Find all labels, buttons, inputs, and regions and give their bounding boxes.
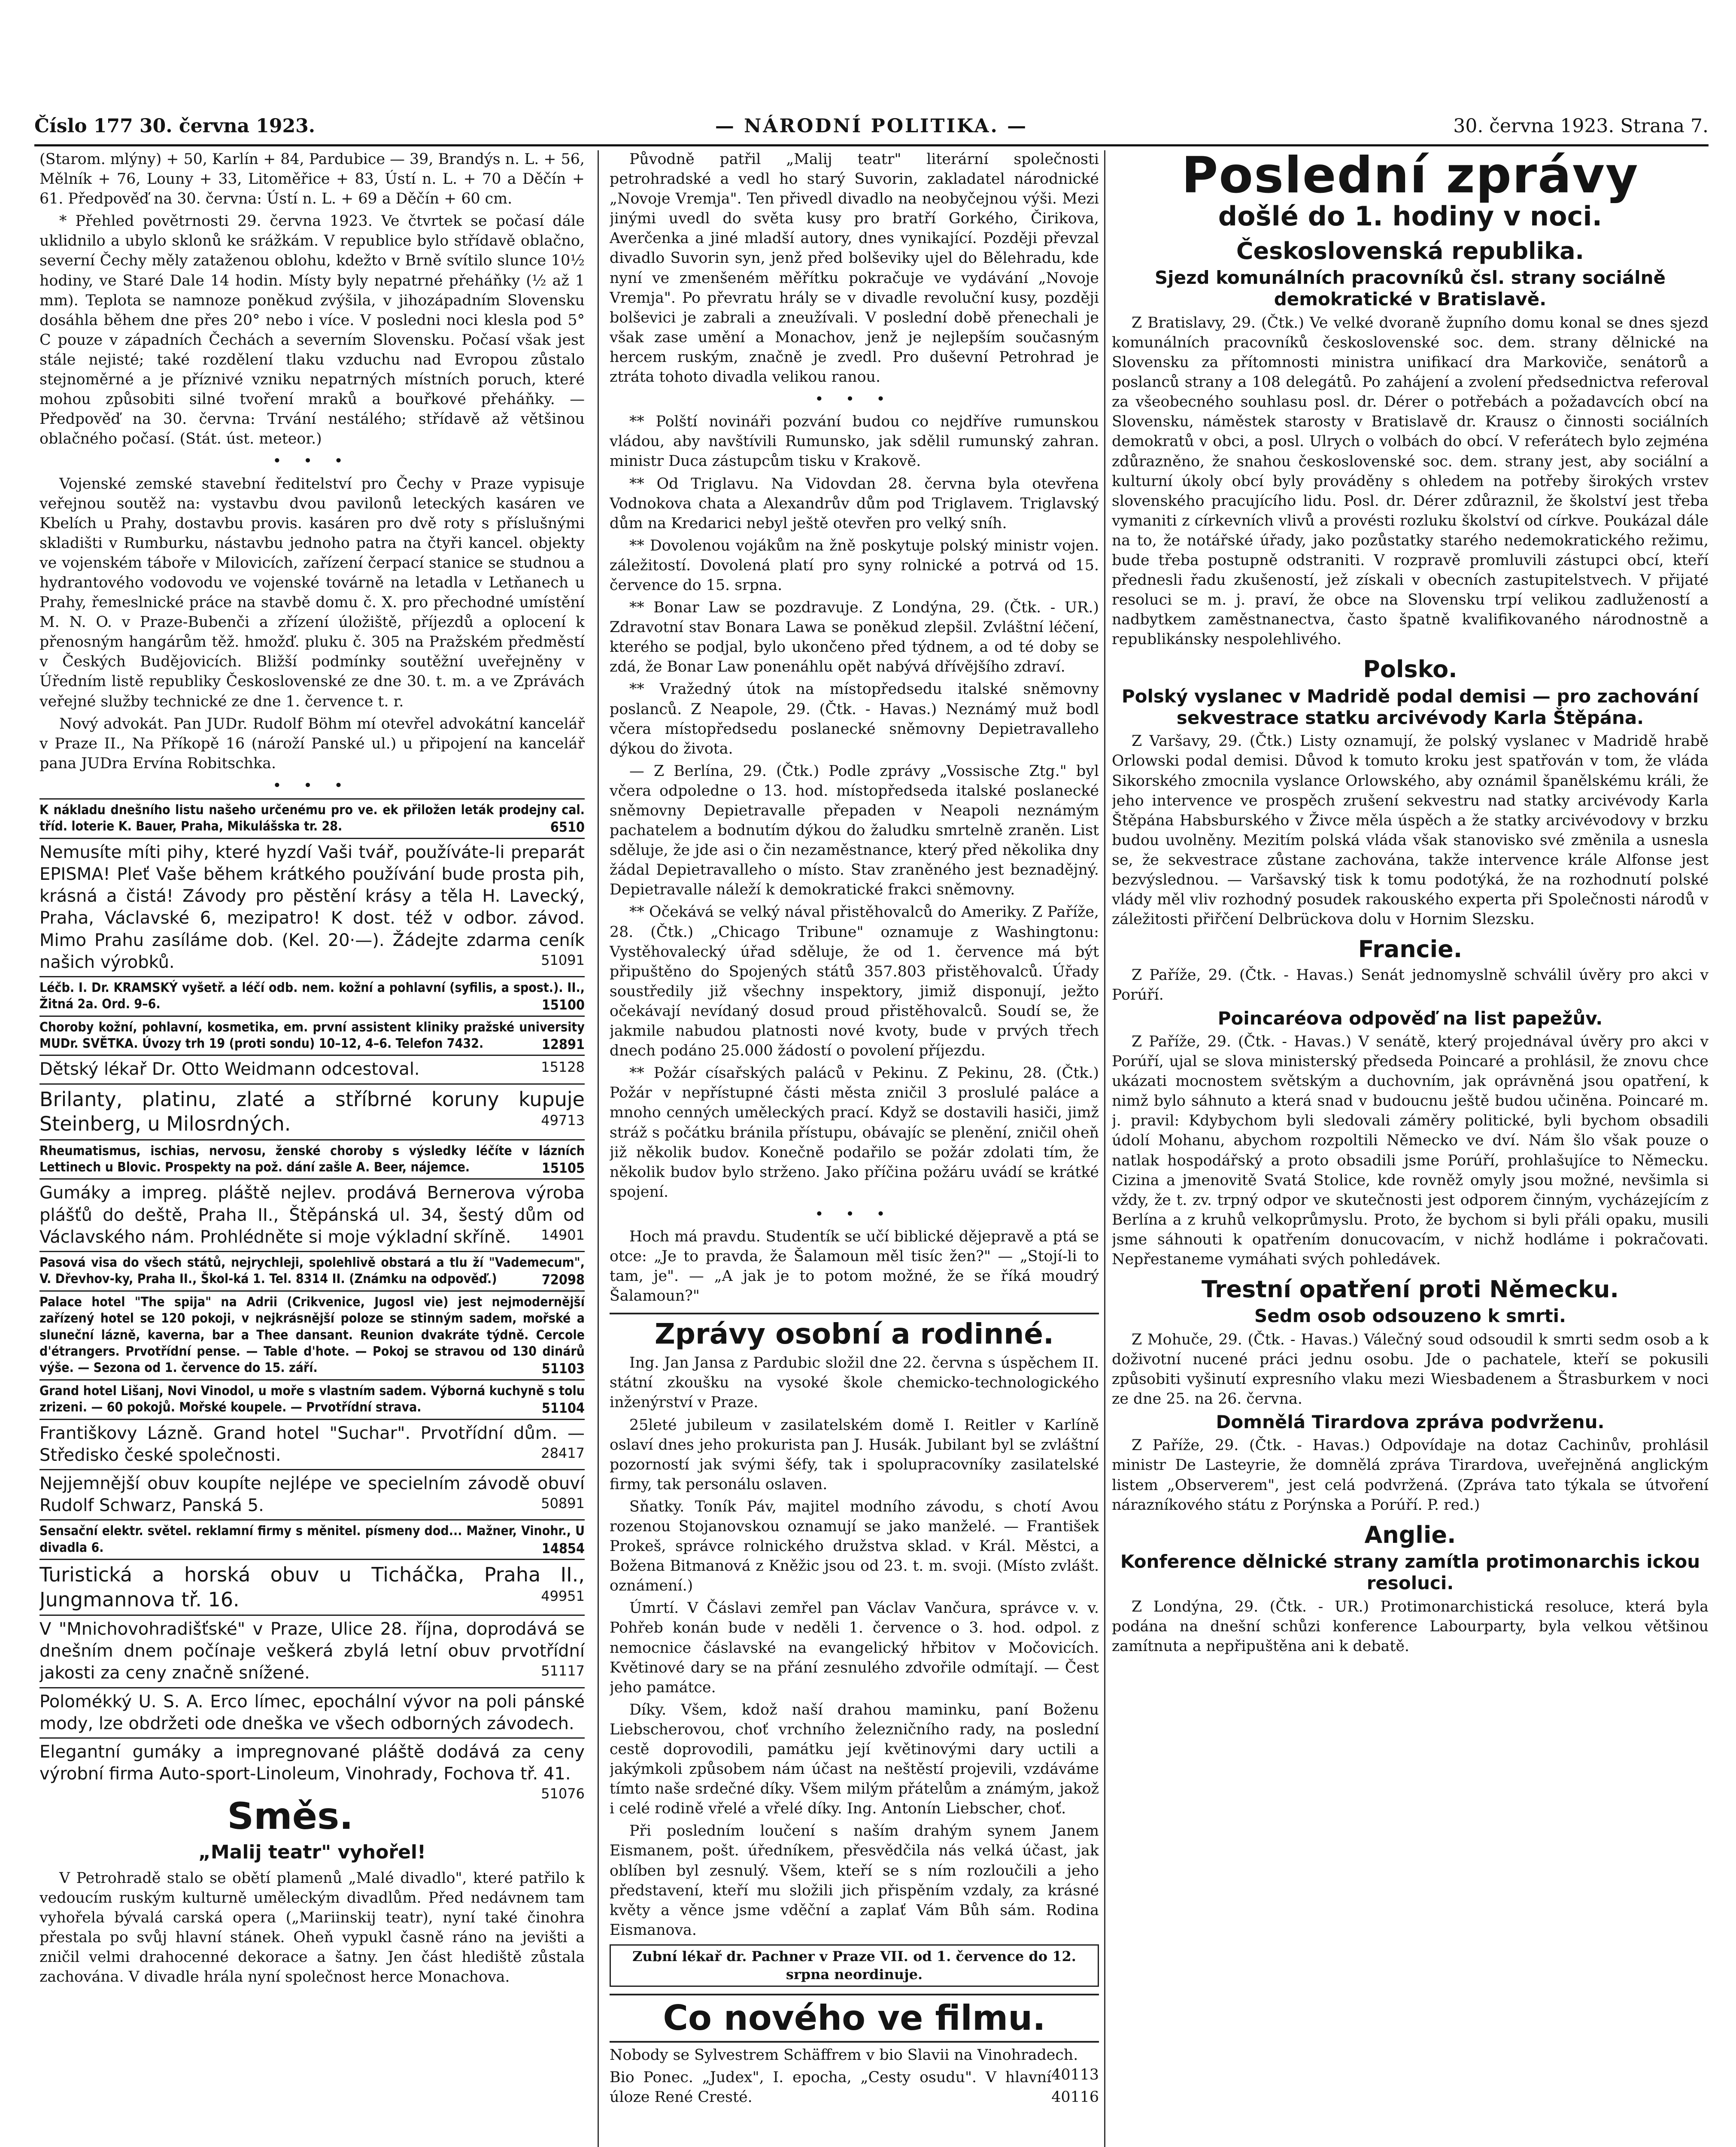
separator: • • • <box>273 777 352 794</box>
classified-ad-text: Léčb. I. Dr. KRAMSKÝ vyšetř. a léčí odb. nem. kožní a pohlavní (syfilis, a spost.). II., Žitná 2a. Ord. 9–6. <box>39 980 585 1012</box>
ad-number: 28417 <box>541 1445 585 1461</box>
headline-death-sentences: Sedm osob odsouzeno k smrti. <box>1254 1305 1566 1327</box>
classified-ad-text: Turistická a horská obuv u Ticháčka, Praha II., Jungmannova tř. 16. <box>39 1563 585 1611</box>
film-judex <box>610 2068 1099 2107</box>
headline-bratislava: Sjezd komunálních pracovníků čsl. strany sociálně demokratické v Bratislavě. <box>1154 267 1666 310</box>
section-poland: Polsko. <box>1363 656 1457 683</box>
bauer-text: K nákladu dnešního listu našeho určenému pro ve. ek přiložen leták prodejny cal. tříd. loterie K. Bauer, Praha, Mikulášska tr. 28. <box>39 803 585 834</box>
new-lawyer-notice: Nový advokát. Pan JUDr. Rudolf Böhm mí otevřel advokátní kancelář v Praze II., Na Příkopě 16 (nároží Panské ul.) u připojení na kancelář pana JUDra Ervína Robitschka. <box>39 715 585 772</box>
film-judex-text: Bio Ponec. „Judex", I. epocha, „Cesty osudu". V hlavní úloze René Cresté. <box>610 2068 1052 2106</box>
ad-number: 40113 <box>1051 2066 1099 2083</box>
classified-ad <box>39 838 585 976</box>
classified-ad <box>39 1055 585 1083</box>
news-berlin-report: — Z Berlína, 29. (Čtk.) Podle zprávy „Vossische Ztg." byl včera odpoledne o 13. hod. místopředseda italské poslanecké sněmovny Depietravalle přepaden v Neapoli neznámým pachatelem a bodnutím dýkou do žaludku smrtelně zraněn. List sděluje, že jde asi o čin nezaměstnance, který před několika dny žádal Depietravalleho o místo. Stav zraněného jest beznadějný. Depietravalle náleží k demokratické frakci sněmovny. <box>610 762 1099 899</box>
personal-weddings: Sňatky. Toník Páv, majitel modního závodu, s chotí Avou rozenou Stojanovskou oznamují se jako manželé. — František Prokeš, správce rolnického družstva sklad. v Král. Městci, a Božena Bitmanová z Kněžic jsou od 23. t. m. svoji. (Místo zvlášt. oznámení.) <box>610 1498 1099 1595</box>
ad-number: 15128 <box>541 1059 585 1076</box>
classified-ad <box>39 1737 585 1802</box>
ad-number: 51103 <box>541 1360 585 1377</box>
ad-number: 40116 <box>1051 2088 1099 2106</box>
dentist-notice: Zubní lékař dr. Pachner v Praze VII. od 1. července do 12. srpna neordinuje. <box>610 1944 1099 1987</box>
classified-ad-text: Polomékký U. S. A. Erco límec, epochální vývor na poli pánské mody, lze obdržeti ode dneška ve všech odborných závodech. <box>39 1691 585 1733</box>
military-tender: Vojenské zemské stavební ředitelství pro Čechy v Praze vypisuje veřejnou soutěž na: vystavbu dvou pavilonů leteckých kasáren ve Kbelích u Prahy, dostavbu provis. kasáren pro dvě roty s příslušnými skladišti v Rumburku, nástavbu jednoho patra na čtyři kancel. objekty ve vojenském táboře v Milovicích, zařízení čerpací stanice se studnou a hydrantového vodovodu ve vojenské továrně na letadla v Letňanech u Prahy, řemeslnické práce na stavbě domu č. X. pro přechodné umístění M. N. O. v Praze-Bubenči a zřízení úložiště, příjezdů a oplocení k přenosným hangárům těž. hmožď. pluku č. 305 na Pražském předměstí v Českých Budějovicích. Bližší podmínky soutěžní uveřejněny v Úředním listě republiky Československé ze dne 30. t. m. a ve Zprávách veřejné služby technické ze dne 1. července t. r. <box>39 475 585 710</box>
classified-ad-text: Nejjemnější obuv koupíte nejlépe ve specielním závodě obuví Rudolf Schwarz, Panská 5. <box>39 1473 585 1516</box>
article-labour: Z Londýna, 29. (Čtk. - UR.) Protimonarchistická resoluce, která byla podána na dnešní schůzi konference Labourparty, byla velkou většinou zamítnuta a nepřipuštěna ani k debatě. <box>1112 1598 1709 1655</box>
classified-ad <box>39 1559 585 1615</box>
classified-ad-text: Františkovy Lázně. Grand hotel "Suchar". Prvotřídní dům. — Středisko české společnosti. <box>39 1423 585 1465</box>
news-immigration: ** Očekává se velký nával přistěhovalců do Ameriky. Z Paříže, 28. (Čtk.) „Chicago Tribune" oznamuje z Washingtonu: Vystěhovalecký úřad sděluje, že od 1. července má být připuštěno do Spojených států 357.803 přistěhovalců. Úřady soustředily již všechny inspektory, jimiž disponují, ježto očekávají nevídaný dosud proud přistěhovalců. Soudí se, že jakmile nabudou platnosti nové kvoty, bude v prvých třech dnech podáno 25.000 žádostí o povolení příjezdu. <box>610 903 1099 1060</box>
issue-number: Číslo 177 30. června 1923. <box>34 115 316 137</box>
separator: • • • <box>815 1205 894 1223</box>
column-middle <box>610 149 1099 2147</box>
classified-ad <box>39 1251 585 1290</box>
classified-ad-text: Pasová visa do všech států, nejrychleji, spolehlivě obstará a tlu ží "Vademecum", V. Dřevhov-ky, Praha II., Škol-ká 1. Tel. 8314 II. (Známku na odpověď.) <box>39 1255 585 1287</box>
article-malij-teatr: V Petrohradě stalo se obětí plamenů „Malé divadlo", které patřilo k vedoucím ruským kulturně uměleckým divadlům. Před nedávnem tam vyhořela bývalá carská opera („Mariinskij teatr), nyní také činohra přestala po svůj hlavní stánek. Oheň vypukl časně ráno na jevišti a zničil velmi drahocenné dekorace a šatny. Jen část hlediště zůstala zachována. V divadle hrála nyní společnost herce Monachova. <box>39 1869 585 1986</box>
classified-ad <box>39 976 585 1016</box>
news-peking-fire: ** Požár císařských paláců v Pekinu. Z Pekinu, 28. (Čtk.) Požár v nepřístupné části města zničil 3 proslulé paláce a mnoho cenných uměleckých prací. Když se dostavili hasiči, jimž stráž s počátku bránila přístupu, obávajíc se plenění, zničil oheň již několik budov. Konečně podařilo se požár zdolati tím, že několik budov bylo strženo. Jako příčina požáru uvádí se krátké spojení. <box>610 1064 1099 1201</box>
classified-ad-text: Grand hotel Lišanj, Novi Vinodol, u moře s vlastním sadem. Výborná kuchyně s tolu zrizeni. — 60 pokojů. Mořské koupele. — Prvotřídní strava. <box>39 1383 585 1415</box>
joke-solomon: Hoch má pravdu. Studentík se učí biblické dějepravě a ptá se otce: „Je to pravda, že Šalamoun měl tisíc žen?" — „Stojí-li to tam, je". — „A jak je to potom možné, že se říká moudrý Šalamoun?" <box>610 1228 1099 1305</box>
classified-ad <box>39 1519 585 1559</box>
newspaper-title: — NÁRODNÍ POLITIKA. — <box>715 115 1028 137</box>
classified-ad-text: Brilanty, platinu, zlaté a stříbrné koruny kupuje Steinberg, u Milosrdných. <box>39 1087 585 1136</box>
classified-ad-text: Elegantní gumáky a impregnované pláště dodává za ceny výrobní firma Auto-sport-Linoleum, Vinohrady, Fochova tř. 41. <box>39 1742 585 1784</box>
classified-ad <box>39 1083 585 1139</box>
classified-ad <box>39 1469 585 1519</box>
section-title-smes: Směs. <box>227 1795 353 1838</box>
news-polish-journalists: ** Polští novináři pozvání budou co nejdříve rumunskou vládou, aby navštívili Rumunsko, jak sdělil rumunský zahran. ministr Duca zástupcům tisku v Krakově. <box>610 413 1099 470</box>
weather-report: * Přehled povětrnosti 29. června 1923. Ve čtvrtek se počasí dále uklidnilo a ubylo sklonů ke srážkám. V republice bylo střídavě oblačno, severní Čechy měly zataženou oblohu, kdežto v Brně svítilo slunce 10½ hodiny, ve Staré Dale 14 hodin. Místy byly nepatrné přeháňky (½ až 1 mm). Teplota se namnoze poněkud zvýšila, v jihozápadním Slovensku dosáhla během dne přes 20° nebo i více. V posledni noci klesla pod 5° C pouze v západních Čechách a severním Slovensku. Počasí však jest stále nejisté; také rozdělení tlaku vzduchu nad Evropou zůstalo stejnoměrné a je příznivé vzniku nepatrných místních poruch, které mohou způsobiti silné tvoření mraků a bouřkové přeháňky. — Předpověď na 30. června: Trvání nestálého; střídavě až většinou oblačného počasí. (Stát. úst. meteor.) <box>39 213 585 448</box>
film-nobody-text: Nobody se Sylvestrem Schäffrem v bio Slavii na Vinohradech. <box>610 2046 1078 2064</box>
classified-ad-text: Palace hotel "The spija" na Adrii (Crikvenice, Jugosl vie) jest nejmodernější zařízený hotel se 120 pokoji, v nejkrásnější poloze se stinným sadem, mořské a sluneční lázně, kaverna, bar a Thee dansant. Reunion dvakráte týdně. Cercole d'étrangers. Prvotřídní pense. — Table d'hote. — Pokoj se stravou od 130 dinárů výše. — Sezona od 1. července do 15. září. <box>39 1294 585 1376</box>
headline-tirard: Domnělá Tirardova zpráva podvrženu. <box>1216 1411 1605 1432</box>
classified-ad <box>39 1139 585 1179</box>
classified-ad-text: Sensační elektr. světel. reklamní firmy s měnitel. písmeny dod... Mažner, Vinohr., U divadla 6. <box>39 1524 585 1555</box>
ad-number: 12891 <box>541 1036 585 1053</box>
latest-news-subtitle: došlé do 1. hodiny v noci. <box>1218 200 1602 232</box>
article-senate-credits: Z Paříže, 29. (Čtk. - Havas.) Senát jednomyslně schválil úvěry pro akci v Porúří. <box>1112 967 1709 1004</box>
ad-number: 51104 <box>541 1400 585 1417</box>
ad-number: 51117 <box>541 1663 585 1679</box>
classified-ad <box>39 1178 585 1251</box>
classified-ad <box>39 1687 585 1737</box>
ad-number: 51076 <box>541 1785 585 1802</box>
ad-number: 49951 <box>541 1587 585 1604</box>
ad-number: 50891 <box>541 1495 585 1512</box>
article-death-sentences: Z Mohuče, 29. (Čtk. - Havas.) Válečný soud odsoudil k smrti sedm osob a k doživotní nucené práci jednu osobu. Jde o pachatele, kteří se pokusili způsobiti vyšinutí expresního vlaku mezi Wiesbadenem a Štrasburkem v noci ze dne 25. na 26. června. <box>1112 1331 1709 1408</box>
section-title-film: Co nového ve filmu. <box>610 1994 1099 2043</box>
personal-jubilee: 25leté jubileum v zasilatelském domě I. Reitler v Karlíně oslaví dnes jeho prokurista pan J. Husák. Jubilant byl se zvláštní pozorností jak svými šéfy, tak i spolupracovníky zasilatelské firmy, tak personálu oslaven. <box>610 1416 1099 1493</box>
personal-deaths: Úmrtí. V Čáslavi zemřel pan Václav Vančura, správce v. v. Pohřeb konán bude v neděli 1. července o 3. hod. odpol. z nemocnice čáslavské na evangelický hřbitov v Močovicích. Květinové dary se na přání zesnulého zdvořile odmítají. — Čest jeho památce. <box>610 1600 1099 1696</box>
headline-poincare: Poincaréova odpověď na list papežův. <box>1217 1007 1603 1029</box>
column-divider <box>1104 150 1105 2147</box>
classified-ad <box>39 1615 585 1687</box>
classified-ads <box>39 838 585 1802</box>
article-poincare: Z Paříže, 29. (Čtk. - Havas.) V senátě, který projednával úvěry pro akci v Porúří, ujal se slova ministerský předseda Poincaré a prohlásil, že znovu chce ukázati mocnostem světským a duchovním, jak oprávněná jsou opatření, k nimž bylo sáhnuto a která snad v budoucnu ještě budou učiněna. Poincaré m. j. pravil: Kdybychom byli sledovali záměry politické, byli bychom obsadili údolí Mohanu, abychom rozpoltili Německo ve dví. Nám šlo však pouze o natlak hospodářský a proto obsadili jsme Porúří, prohlašujíce to Německu. Cizina a jmenovitě Svatá Stolice, kde rovněž omyly jsou možné, nevšimla si vždy, že t. zv. trpný odpor ve skutečnosti jest odporem činným, vycházejícím z Berlína a z kruhů velkoprůmyslu. Proto, že bychom si byli přáli opaku, musili jsme sáhnouti k opatřením donucovacím, v nichž hodláme i pokračovati. Nepřestaneme vymáhati svých pohledávek. <box>1112 1033 1709 1268</box>
date-page: 30. června 1923. Strana 7. <box>1453 115 1709 137</box>
news-assault-naples: ** Vražedný útok na místopředsedu italské sněmovny poslanců. Z Neapole, 29. (Čtk. - Havas.) Neznámý muž bodl včera místopředsedu poslanecké sněmovny Depietravalleho dýkou do života. <box>610 681 1099 757</box>
classified-ad-text: Nemusíte míti pihy, které hyzdí Vaši tvář, používáte-li preparát EPISMA! Pleť Vaše během krátkého používání bude prosta pih, krásná a čistá! Závody pro pěstění krásy a těla H. Lavecký, Praha, Václavské 6, mezipatro! K dost. též v odbor. závod. Mimo Prahu zasíláme dob. (Kel. 20·—). Žádejte zdarma ceník našich výrobků. <box>39 842 585 972</box>
film-nobody <box>610 2045 1099 2083</box>
section-france: Francie. <box>1358 936 1463 963</box>
section-czechoslovakia: Československá republika. <box>1236 237 1584 265</box>
classified-ad-text: V "Mnichovohradišťské" v Praze, Ulice 28. října, doprodává se dnešním dnem počínaje veškerá zbylá letní obuv prvotřídní jakosti za ceny značně snížené. <box>39 1619 585 1683</box>
column-divider <box>598 150 599 2147</box>
classified-ad <box>39 1379 585 1419</box>
headline-labour: Konference dělnické strany zamítla protimonarchis ickou resoluci. <box>1120 1551 1700 1594</box>
section-england: Anglie. <box>1364 1521 1456 1548</box>
article-malij-teatr-cont: Původně patřil „Malij teatr" literární společnosti petrohradské a vedl ho starý Suvorin, zakladatel národnické „Novoje Vremja". Ten přivedl divadlo na neobyčejnou výši. Mezi jinými uvedl do světa kusy pro bratří Gorkého, Čirikova, Averčenka a jiné mladší autory, dnes vynikající. Později převzal divadlo Suvorin syn, jenž před bolševiky ujel do Bělehradu, kde nyní ve zmenšeném měřítku pokračuje ve vydávání „Novoje Vremja". Po převratu hrály se v divadle revoluční kusy, později bolševici je zabrali a zneužívali. V poslední době přenechali je však zase umění a Monachov, jenž je nejlepším současným hercem ruským, značně je zvedl. Pro duševní Petrohrad je ztráta tohoto divadla velikou ranou. <box>610 151 1099 386</box>
news-soldiers-leave: ** Dovolenou vojákům na žně poskytuje polský ministr vojen. záležitostí. Dovolená platí pro syny rolnické a potrvá od 15. července do 15. srpna. <box>610 537 1099 594</box>
separator: • • • <box>273 453 352 470</box>
ad-number: 6510 <box>550 819 585 836</box>
article-title-malij-teatr: „Malij teatr" vyhořel! <box>198 1841 426 1863</box>
personal-eisman: Při posledním loučení s naším drahým synem Janem Eismanem, pošt. úředníkem, přesvědčila nás velká účast, jak oblíben byl zesnulý. Všem, kteří se s ním rozloučili a jeho představení, kteří mu složili jich přispěním vzdaly, za krásné květy a věnce jsme vděční a zaplať Vám Bůh sám. Rodina Eismanova. <box>610 1822 1099 1939</box>
ad-number: 72098 <box>541 1271 585 1288</box>
classified-ad-text: Rheumatismus, ischias, nervosu, ženské choroby s výsledky léčíte v lázních Lettinech u Blovic. Prospekty na pož. dání zašle A. Beer, nájemce. <box>39 1143 585 1175</box>
classified-ad <box>39 1290 585 1379</box>
header-rule <box>34 144 1709 146</box>
ad-number: 14854 <box>541 1540 585 1557</box>
column-left <box>39 149 585 2147</box>
classified-ad <box>39 1419 585 1469</box>
section-title-personal: Zprávy osobní a rodinné. <box>610 1313 1099 1350</box>
classified-ad-text: Gumáky a impreg. pláště nejlev. prodává Bernerova výroba plášťů do deště, Praha II., Štěpánská ul. 34, šestý dům od Václavského nám. Prohlédněte si moje výkladní skříně. <box>39 1183 585 1247</box>
news-triglav: ** Od Triglavu. Na Vidovdan 28. června byla otevřena Vodnokova chata a Alexandrův dům pod Triglavem. Triglavský dům na Kredarici nebyl ještě otevřen pro velký sníh. <box>610 475 1099 532</box>
ad-number: 14901 <box>541 1226 585 1243</box>
section-germany-measures: Trestní opatření proti Německu. <box>1202 1276 1619 1303</box>
personal-thanks: Díky. Všem, kdož naší drahou maminku, paní Boženu Liebscherovou, choť vrchního železničního rady, na poslední cestě doprovodili, památku její květinovými dary uctili a jakýmkoli způsobem nám účast na neštěstí projevili, vzdáváme tímto naše srdečné díky. Všem milým přátelům a známým, jakož i celé rodině vřelé a vřelé díky. Ing. Antonín Liebscher, choť. <box>610 1701 1099 1818</box>
bauer-insert-notice <box>39 798 585 838</box>
latest-news-title: Poslední zprávy <box>1181 149 1639 204</box>
personal-jansa: Ing. Jan Jansa z Pardubic složil dne 22. června s úspěchem II. státní zkoušku na vysoké škole chemicko-technologického inženýrství v Praze. <box>610 1354 1099 1411</box>
news-bonar-law: ** Bonar Law se pozdravuje. Z Londýna, 29. (Čtk. - UR.) Zdravotní stav Bonara Lawa se poněkud zlepšil. Zvláštní léčení, kterého se podjal, bylo ukončeno před týdnem, a od té doby se zdá, že Bonar Law ponenáhlu opět nabývá dřívějšího zdraví. <box>610 599 1099 676</box>
article-tirard: Z Paříže, 29. (Čtk. - Havas.) Odpovídaje na dotaz Cachinův, prohlásil ministr De Lasteyrie, že domnělá zpráva Tirardova, uveřejněná anglickým listem „Observerem", jest celá podvržená. (Zpráva tato týkala se útvoření nárazníkového státu z Porýnska a Porúří. P. red.) <box>1112 1437 1709 1514</box>
article-madrid-ambassador: Z Varšavy, 29. (Čtk.) Listy oznamují, že polský vyslanec v Madridě hrabě Orlowski podal demisi. Důvod k tomuto kroku jest spatřován v tom, že vláda Sikorského zmocnila vyslance Orlowského, aby oznámil španělskému králi, že jeho intervence ve prospěch zrušení sekvestru nad statky arcivévody Karla Štěpána Habsburského v Živce měla úspěch a že statky arcivévodovy v brzku budou uvolněny. Mezitím polská vláda však stanovisko své změnila a usnesla se, že sekvestrace zůstane zachována, takže intervence krále Alfonse jest bezvýslednou. — Varšavský tisk k tomu podotýká, že na rozhodnutí polské vlády měl vliv rozhodný posudek rakouského experta při Společnosti národů v záležitosti přiřčení Delbrückova dolu v Hornim Slezsku. <box>1112 733 1709 928</box>
headline-madrid-ambassador: Polský vyslanec v Madridě podal demisi — pro zachování sekvestrace statku arcivévody Karla Štěpána. <box>1121 685 1699 728</box>
ad-number: 15105 <box>541 1160 585 1177</box>
column-right <box>1112 149 1709 2147</box>
classified-ad-text: Choroby kožní, pohlavní, kosmetika, em. první assistent kliniky pražské university MUDr. SVĚTKA. Úvozy trh 19 (proti sondu) 10–12, 4–6. Telefon 7432. <box>39 1019 585 1052</box>
classified-ad-text: Dětský lékař Dr. Otto Weidmann odcestoval. <box>39 1059 420 1080</box>
article-bratislava: Z Bratislavy, 29. (Čtk.) Ve velké dvoraně župního domu konal se dnes sjezd komunálních pracovníků československé soc. dem. strany dělnické na Slovensku za přítomnosti ministra unifikací dra Markoviče, senátorů a poslanců strany a 108 delegátů. Po zahájení a zvolení předsednictva referoval za všeobecného souhlasu posl. dr. Dérer o potřebách a požadavcích obcí na Slovensku, náměstek starosty v Bratislavě dr. Krausz o činnosti sociálních demokratů v obci, a posl. Ulrych o volbách do obcí. V referátech bylo zejména zdůrazněno, že snahou československé soc. dem. strany jest, aby sociální a kulturní úkoly obcí byly prováděny s ohledem na potřeby širokých vrstev slovenského pracujícího lidu. Posl. dr. Dérer zdůraznil, že školství jest třeba vymaniti z církevních vlivů a provésti rozluku školství od církve. Poukázal dále na to, že notářské úřady, jako pozůstatky starého nedemokratického režimu, bude třeba postupně odstraniti. V rozpravě promluvili zástupci obcí, kteří přednesli řadu zkušeností, jež získali v obecních zastupitelstvech. V přijaté resoluci se m. j. praví, že obce na Slovensku trpí velikou zadlužeností a nadbytkem zaměstnanectva, často špatně kvalifikovaného národnostně a republikánsky nespolehlivého. <box>1112 314 1709 648</box>
ad-number: 51091 <box>541 952 585 968</box>
water-levels: (Starom. mlýny) + 50, Karlín + 84, Pardubice — 39, Brandýs n. L. + 56, Mělník + 76, Louny + 33, Litoměřice + 83, Ústí n. L. + 70 a Děčín + 61. Předpověď na 30. června: Ústí n. L. + 69 a Děčín + 60 cm. <box>39 151 585 208</box>
ad-number: 49713 <box>541 1112 585 1129</box>
ad-number: 15100 <box>541 997 585 1013</box>
classified-ad <box>39 1016 585 1055</box>
separator: • • • <box>815 391 894 408</box>
